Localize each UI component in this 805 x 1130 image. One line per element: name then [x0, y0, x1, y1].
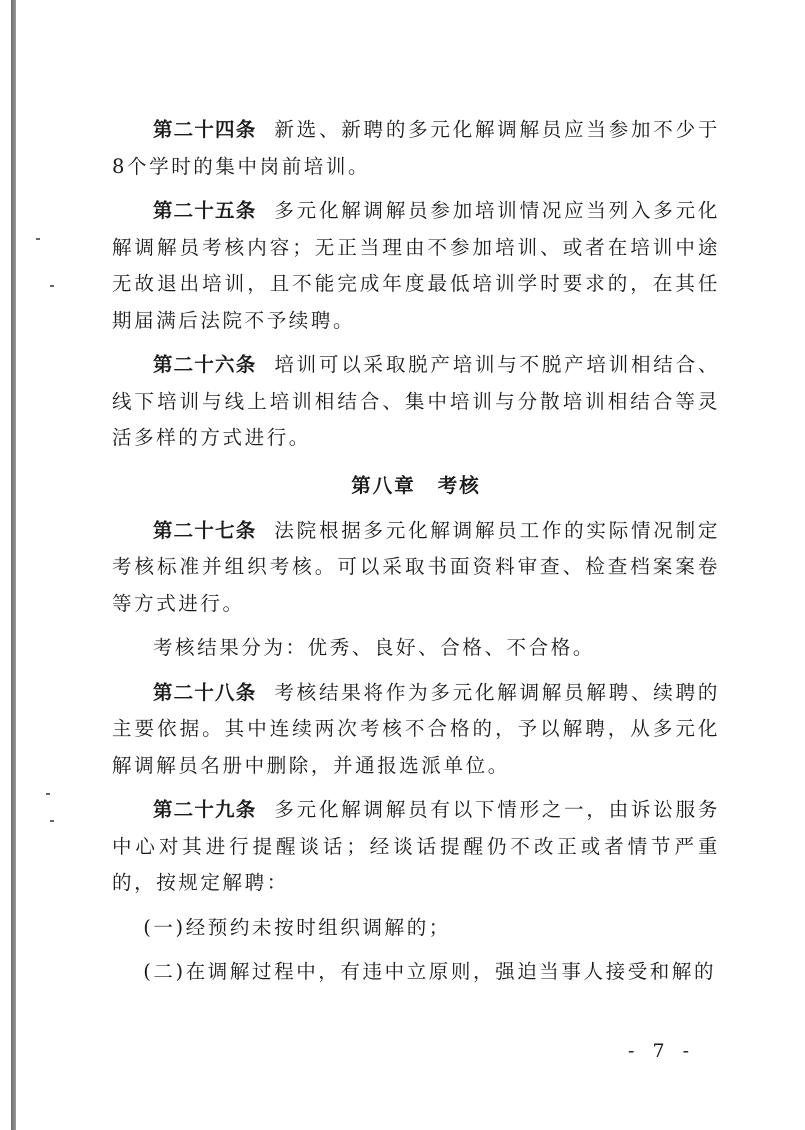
result-paragraph: 考核结果分为：优秀、良好、合格、不合格。: [152, 636, 595, 659]
page-number: - 7 -: [628, 1040, 696, 1062]
article-27: [112, 513, 720, 623]
article-number: 第二十六条: [152, 353, 257, 376]
article-26: [112, 347, 720, 457]
article-number: 第二十七条: [152, 518, 257, 542]
scan-mark: [50, 820, 54, 822]
article-29: [112, 792, 720, 902]
article-text: 多元化解调解员参加培训情况应当列入多元化解调解员考核内容；无正当理由不参加培训、或者在培训中途无故退出培训，且不能完成年度最低培训学时要求的，在其任期届满后法院不予续聘。: [112, 199, 720, 332]
article-24: [112, 112, 720, 185]
article-text: 考核结果将作为多元化解调解员解聘、续聘的主要依据。其中连续两次考核不合格的，予以解聘，从多元化解调解员名册中删除，并通报选派单位。: [112, 680, 720, 777]
list-item: (二)在调解过程中，有违中立原则，强迫当事人接受和解的: [143, 960, 717, 983]
scan-mark: [50, 285, 54, 287]
article-number: 第二十八条: [152, 680, 257, 704]
list-item: (一)经预约未按时组织调解的；: [143, 915, 451, 939]
article-text: 新选、新聘的多元化解调解员应当参加不少于8个学时的集中岗前培训。: [112, 118, 720, 178]
chapter-number: 第八章: [351, 473, 416, 497]
article-text: 法院根据多元化解调解员工作的实际情况制定考核标准并组织考核。可以采取书面资料审查、检查档案案卷等方式进行。: [112, 518, 720, 615]
article-text: 多元化解调解员有以下情形之一，由诉讼服务中心对其进行提醒谈话；经谈话提醒仍不改正或者情节严重的，按规定解聘：: [112, 798, 720, 894]
scan-mark: [46, 793, 50, 795]
article-25: [112, 193, 720, 339]
article-number: 第二十九条: [152, 798, 257, 821]
scan-edge: [11, 0, 16, 1130]
article-28: [112, 675, 720, 785]
chapter-heading: [112, 469, 720, 503]
article-number: 第二十五条: [152, 199, 257, 222]
document-body: [112, 112, 720, 991]
article-number: 第二十四条: [152, 118, 257, 141]
chapter-title: 考核: [437, 473, 481, 497]
article-text: 培训可以采取脱产培训与不脱产培训相结合、线下培训与线上培训相结合、集中培训与分散培训相结合等灵活多样的方式进行。: [112, 353, 720, 449]
scan-mark: [36, 238, 40, 240]
